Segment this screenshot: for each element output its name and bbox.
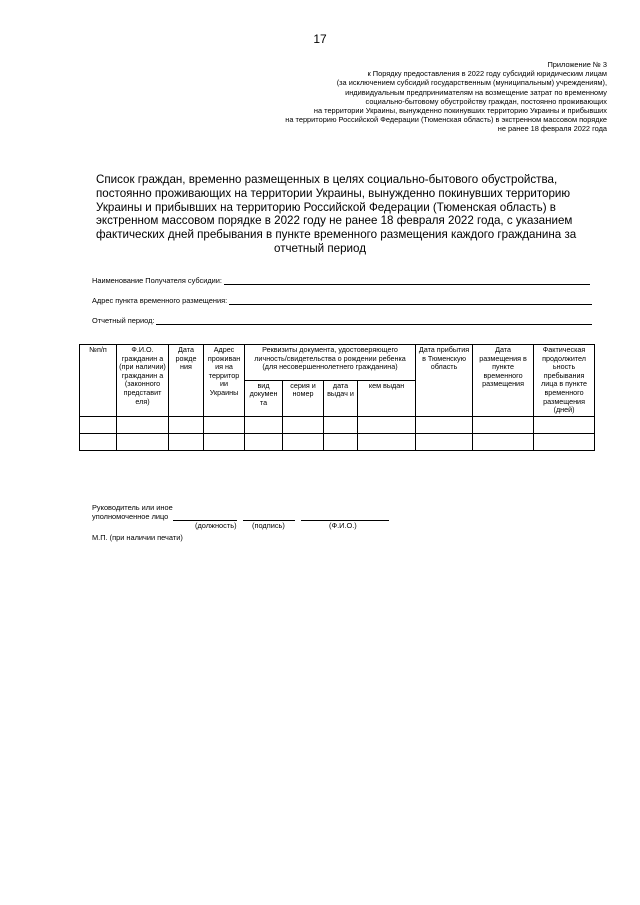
title-line: фактических дней пребывания в пункте временного размещения каждого гражданина за — [96, 228, 577, 242]
table-cell[interactable] — [473, 433, 534, 450]
name-fill-line[interactable] — [301, 513, 389, 521]
table-cell[interactable] — [80, 416, 117, 433]
period-fill-line[interactable] — [156, 317, 592, 325]
address-fill-line[interactable] — [229, 297, 592, 305]
period-label: Отчетный период: — [92, 316, 155, 325]
table-cell[interactable] — [416, 433, 473, 450]
appendix-line: не ранее 18 февраля 2022 года — [497, 124, 607, 134]
appendix-line: (за исключением субсидий государственным (муниципальным) учреждениям), — [336, 78, 607, 88]
table-cell[interactable] — [416, 416, 473, 433]
table-header-row — [80, 345, 595, 381]
stamp-note: М.П. (при наличии печати) — [92, 533, 183, 542]
signature-line-2: уполномоченное лицо — [92, 512, 169, 521]
appendix-line: на территории Украины, вынужденно покинувших территорию Украины и прибывших — [313, 106, 607, 116]
col-header-birth-date: Дата рожде ния — [169, 345, 204, 417]
table-cell[interactable] — [117, 416, 169, 433]
position-fill-line[interactable] — [173, 513, 237, 521]
signature-row — [92, 512, 412, 530]
table-cell[interactable] — [204, 416, 245, 433]
col-header-actual-days: Фактическая продолжител ьность пребывания лица в пункте временного размещения (дней) — [534, 345, 595, 417]
title-line: Список граждан, временно размещенных в целях социально-бытового обустройства, — [96, 173, 558, 186]
sign-caption: (подпись) — [252, 521, 285, 530]
sign-fill-line[interactable] — [243, 513, 295, 521]
col-header-placement-date: Дата размещения в пункте временного размещения — [473, 345, 534, 417]
table-row[interactable] — [80, 433, 595, 450]
table-cell[interactable] — [283, 433, 324, 450]
col-header-fio: Ф.И.О. гражданин а (при наличии) гражданин а (законного представит еля) — [117, 345, 169, 417]
position-caption: (должность) — [195, 521, 237, 530]
signature-line-1: Руководитель или иное — [92, 503, 173, 512]
appendix-line: на территорию Российской Федерации (Тюменская область) в экстренном массовом порядке — [285, 115, 607, 125]
appendix-line: индивидуальным предпринимателям на возмещение затрат по временному — [345, 87, 607, 97]
col-header-doc-series: серия и номер — [283, 380, 324, 416]
citizens-table — [79, 344, 595, 451]
address-label: Адрес пункта временного размещения: — [92, 296, 228, 305]
table-row[interactable] — [80, 416, 595, 433]
table-cell[interactable] — [324, 416, 358, 433]
recipient-field[interactable] — [92, 276, 590, 285]
title-line: отчетный период — [274, 241, 366, 255]
document-title — [96, 173, 577, 256]
col-header-document: Реквизиты документа, удостоверяющего личность/свидетельства о рождении ребенка (для несовершеннолетнего гражданина) — [245, 345, 416, 381]
col-header-number: №п/п — [80, 345, 117, 417]
recipient-label: Наименование Получателя субсидии: — [92, 276, 222, 285]
period-field[interactable] — [92, 316, 592, 325]
page-number: 17 — [313, 32, 327, 46]
table-cell[interactable] — [204, 433, 245, 450]
recipient-fill-line[interactable] — [224, 277, 590, 285]
table-cell[interactable] — [245, 433, 283, 450]
table-cell[interactable] — [534, 416, 595, 433]
table-cell[interactable] — [358, 433, 416, 450]
col-header-arrival-date: Дата прибытия в Тюменскую область — [416, 345, 473, 417]
appendix-header — [167, 60, 607, 134]
name-caption: (Ф.И.О.) — [329, 521, 357, 530]
table-cell[interactable] — [324, 433, 358, 450]
col-header-doc-issuer: кем выдан — [358, 380, 416, 416]
appendix-line: к Порядку предоставления в 2022 году субсидий юридическим лицам — [367, 69, 607, 79]
table-cell[interactable] — [473, 416, 534, 433]
table-cell[interactable] — [283, 416, 324, 433]
table-cell[interactable] — [80, 433, 117, 450]
table-cell[interactable] — [358, 416, 416, 433]
col-header-doc-date: дата выдач и — [324, 380, 358, 416]
table-cell[interactable] — [245, 416, 283, 433]
signature-block — [92, 503, 412, 542]
title-line: постоянно проживающих на территории Украины, вынужденно покинувших территорию — [96, 186, 571, 200]
col-header-doc-type: вид докумен та — [245, 380, 283, 416]
table-cell[interactable] — [169, 433, 204, 450]
title-line: Украины и прибывших на территорию Российской Федерации (Тюменская область) в — [96, 200, 556, 214]
title-line: экстренном массовом порядке в 2022 году не ранее 18 февраля 2022 года, с указанием — [96, 214, 573, 228]
appendix-line: социально-бытовому обустройству граждан, постоянно проживающих — [365, 96, 607, 106]
col-header-address: Адрес проживан ия на территор ии Украины — [204, 345, 245, 417]
table-cell[interactable] — [534, 433, 595, 450]
table-cell[interactable] — [117, 433, 169, 450]
address-field[interactable] — [92, 296, 592, 305]
table-cell[interactable] — [169, 416, 204, 433]
appendix-line: Приложение № 3 — [547, 60, 607, 69]
